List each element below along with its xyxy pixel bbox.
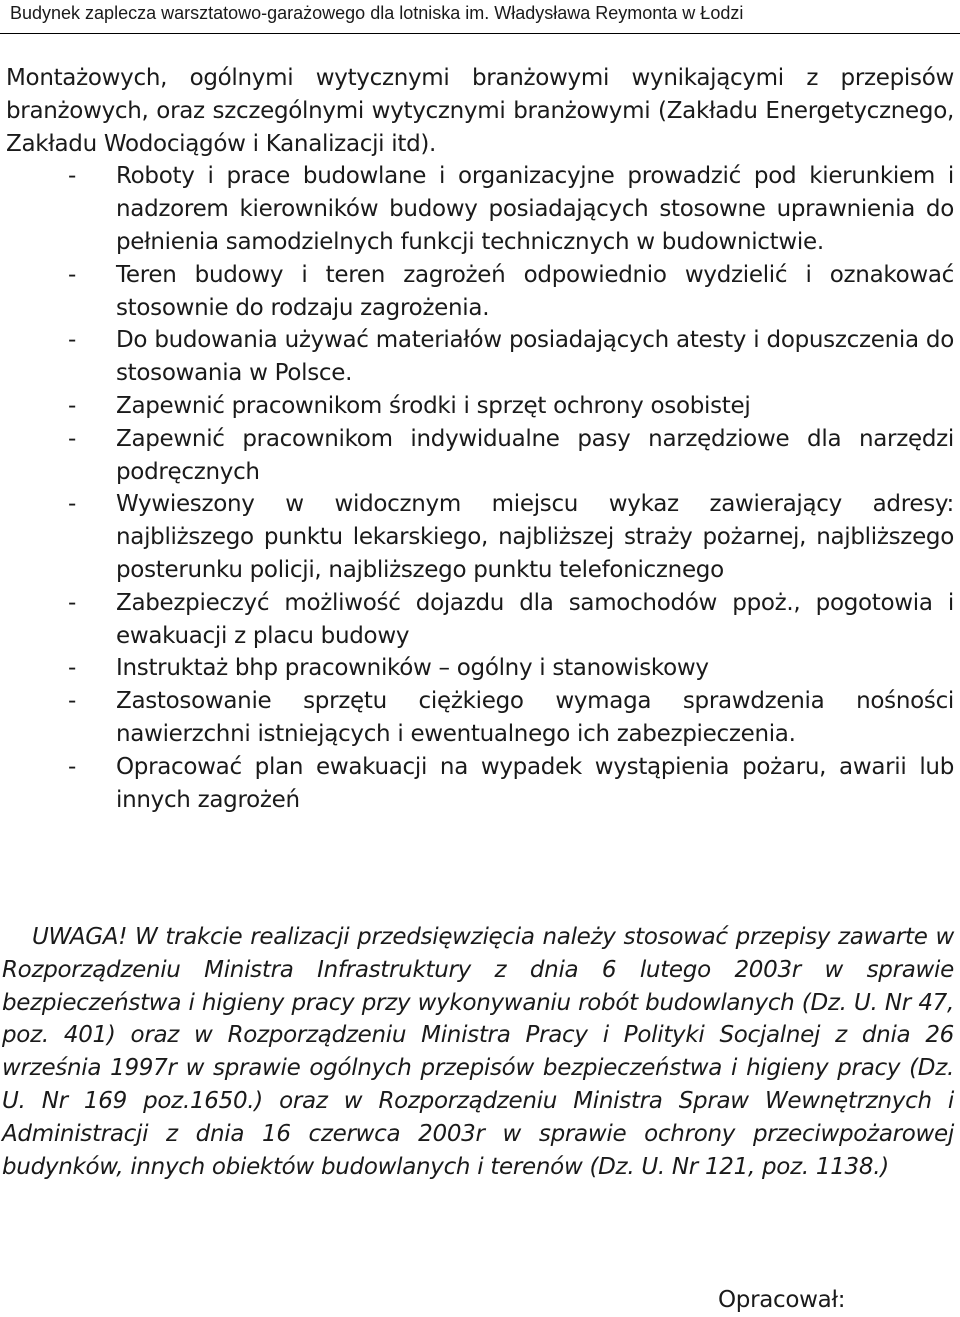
list-dash: - — [68, 491, 76, 518]
signature-label: Opracował: — [718, 1287, 846, 1313]
list-dash: - — [68, 655, 76, 682]
list-dash: - — [68, 163, 76, 190]
list-dash: - — [68, 753, 76, 780]
list-item — [6, 685, 954, 751]
list-dash: - — [68, 589, 76, 616]
list-item — [6, 259, 954, 325]
list-dash: - — [68, 425, 76, 452]
list-item — [6, 652, 954, 685]
list-item-text: Roboty i prace budowlane i organizacyjne prowadzić pod kierunkiem i nadzorem kierowników budowy posiadających stosowne uprawnienia do pełnienia samodzielnych funkcji technicznych w budownictwie. — [116, 163, 954, 255]
list-item-text: Zastosowanie sprzętu ciężkiego wymaga sprawdzenia nośności nawierzchni istniejących i ewentualnego ich zabezpieczenia. — [116, 688, 954, 747]
list-item-text: Teren budowy i teren zagrożeń odpowiednio wydzielić i oznakować stosownie do rodzaju zagrożenia. — [116, 261, 954, 321]
list-item — [6, 160, 954, 258]
list-item — [6, 587, 954, 653]
list-item — [6, 324, 954, 390]
list-dash: - — [68, 261, 76, 288]
list-item — [6, 423, 954, 489]
requirements-list — [6, 160, 954, 816]
list-item — [6, 390, 954, 423]
list-item-text: Wywieszony w widocznym miejscu wykaz zawierający adresy: najbliższego punktu lekarskiego, najbliższej straży pożarnej, najbliższego posterunku policji, najbliższego punktu telefonicznego — [116, 491, 954, 583]
list-dash: - — [68, 688, 76, 715]
warning-paragraph — [2, 921, 954, 1183]
list-dash: - — [68, 392, 76, 419]
warning-text: UWAGA! W trakcie realizacji przedsięwzięcia należy stosować przepisy zawarte w Rozporządzeniu Ministra Infrastruktury z dnia 6 lutego 2003r w sprawie bezpieczeństwa i higieny pracy przy wykonywaniu robót budowlanych (Dz. U. Nr 47, poz. 401) oraz w Rozporządzeniu Ministra Pracy i Polityki Socjalnej z dnia 26 września 1997r w sprawie ogólnych przepisów bezpieczeństwa i higieny pracy (Dz. U. Nr 169 poz.1650.) oraz w Rozporządzeniu Ministra Spraw Wewnętrznych i Administracji z dnia 16 czerwca 2003r w sprawie ochrony przeciwpożarowej budynków, innych obiektów budowlanych i terenów (Dz. U. Nr 121, poz. 1138.) — [2, 924, 954, 1180]
list-item-text: Zapewnić pracownikom środki i sprzęt ochrony osobistej — [116, 392, 751, 419]
document-body — [6, 62, 954, 816]
list-item-text: Zabezpieczyć możliwość dojazdu dla samochodów ppoż., pogotowia i ewakuacji z placu budowy — [116, 589, 954, 649]
intro-paragraph: Montażowych, ogólnymi wytycznymi branżowymi wynikającymi z przepisów branżowych, oraz szczególnymi wytycznymi branżowymi (Zakładu Energetycznego, Zakładu Wodociągów i Kanalizacji itd). — [6, 65, 954, 157]
header-divider — [0, 33, 960, 34]
list-dash: - — [68, 327, 76, 354]
list-item-text: Do budowania używać materiałów posiadających atesty i dopuszczenia do stosowania w Polsce. — [116, 327, 954, 387]
list-item — [6, 751, 954, 817]
list-item-text: Instruktaż bhp pracowników – ogólny i stanowiskowy — [116, 655, 709, 682]
list-item — [6, 488, 954, 586]
page-header: Budynek zaplecza warsztatowo-garażowego dla lotniska im. Władysława Reymonta w Łodzi — [10, 3, 744, 23]
list-item-text: Opracować plan ewakuacji na wypadek wystąpienia pożaru, awarii lub innych zagrożeń — [116, 753, 954, 813]
list-item-text: Zapewnić pracownikom indywidualne pasy narzędziowe dla narzędzi podręcznych — [116, 425, 954, 485]
